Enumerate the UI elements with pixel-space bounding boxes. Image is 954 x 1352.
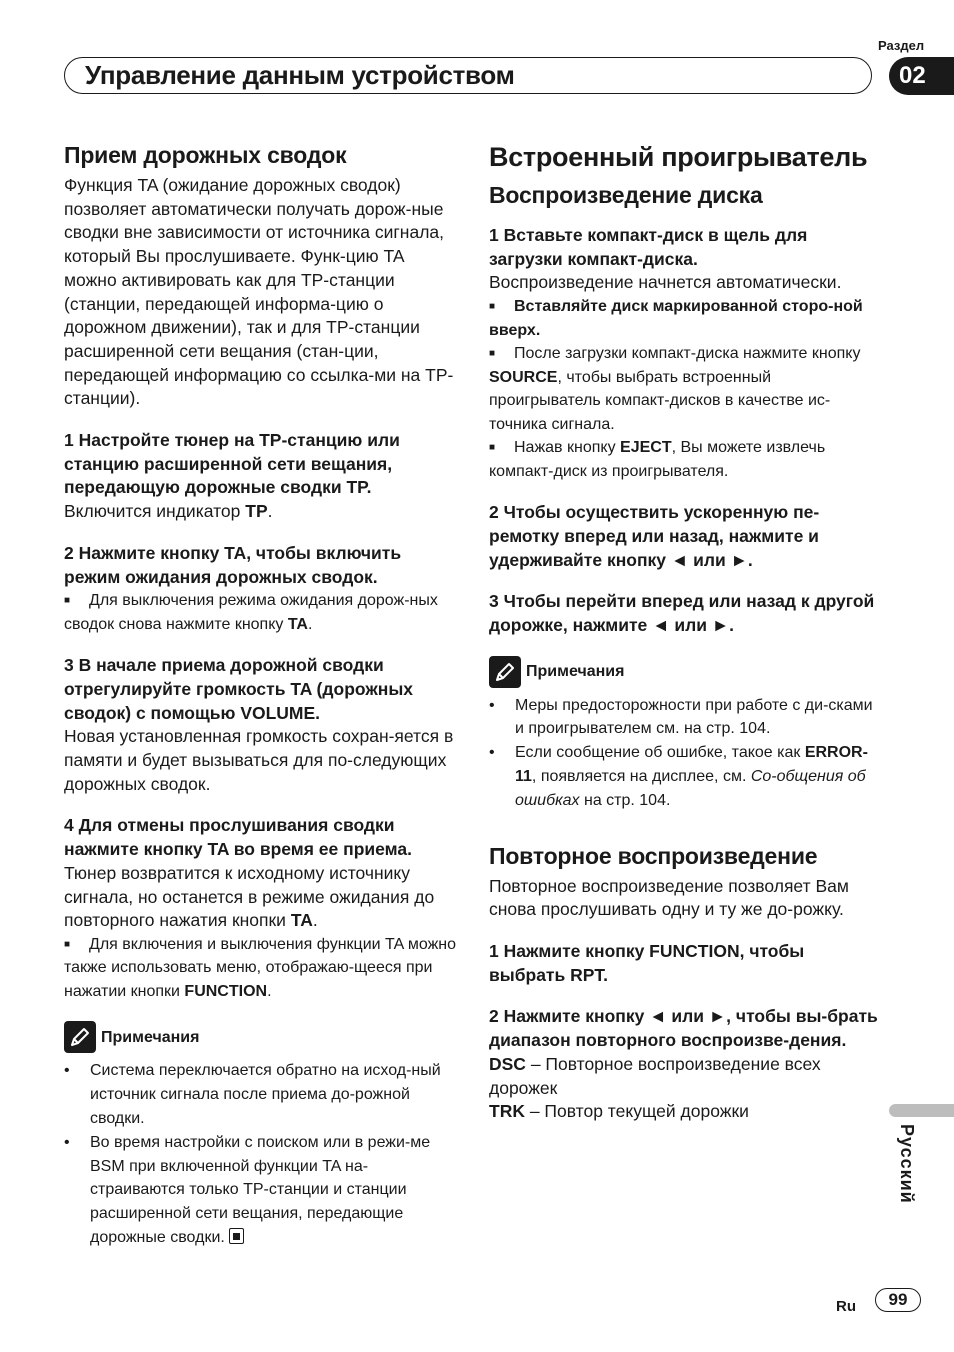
play-step-1-title: 1 Вставьте компакт-диск в щель для загрузки компакт-диска. [489, 225, 808, 269]
note-item: • Во время настройки с поиском или в режи-ме BSM при включенной функции TA на-страиваются только TP-станции и станции расширенной сети вещания, передающие дорожные сводки. [64, 1131, 458, 1250]
note-item: • Меры предосторожности при работе с ди-сками и проигрывателем см. на стр. 104. [489, 694, 881, 742]
step-3-title: 3 В начале приема дорожной сводки отрегулируйте громкость TA (дорожных сводок) с помощью VOLUME. [64, 655, 413, 723]
notes-title: Примечания [526, 662, 625, 680]
pencil-icon [489, 656, 521, 688]
step-1-title: 1 Настройте тюнер на TP-станцию или станцию расширенной сети вещания, передающую дорожные сводки TP. [64, 430, 400, 498]
play-step-1-bullet: ■ После загрузки компакт-диска нажмите кнопку SOURCE, чтобы выбрать встроенный проигрыватель компакт-дисков в качестве ис-точника сигнала. [489, 342, 881, 436]
step-3-text: Новая установленная громкость сохран-яется в памяти и будет вызываться для по-следующих дорожных сводок. [64, 726, 454, 794]
language-label: Русский [897, 1124, 917, 1204]
left-column [64, 140, 458, 1250]
play-step-2-title: 2 Чтобы осуществить ускоренную пе-ремотку вперед или назад, нажмите и удерживайте кнопку ◄ или ►. [489, 502, 820, 570]
page-title: Управление данным устройством [85, 60, 515, 90]
section-word: Раздел [878, 38, 925, 53]
page-number: 99 [875, 1288, 921, 1312]
note-item: • Если сообщение об ошибке, такое как ERROR-11, появляется на дисплее, см. Со-общения об ошибках на стр. 104. [489, 741, 881, 812]
disc-playback-heading: Воспроизведение диска [489, 182, 763, 208]
notes-title: Примечания [101, 1028, 200, 1046]
repeat-intro: Повторное воспроизведение позволяет Вам снова прослушивать одну и ту же до-рожку. [489, 875, 849, 920]
right-column [489, 140, 881, 1124]
player-heading: Встроенный проигрыватель [489, 142, 868, 172]
step-1-text: Включится индикатор TP. [64, 501, 273, 522]
trk-option: TRK – Повтор текущей дорожки [489, 1101, 749, 1122]
dsc-option: DSC – Повторное воспроизведение всех дорожек [489, 1053, 821, 1098]
repeat-step-1-title: 1 Нажмите кнопку FUNCTION, чтобы выбрать RPT. [489, 941, 805, 985]
step-4-bullet: ■ Для включения и выключения функции TA можно также использовать меню, отображаю-щееся при нажатии кнопки FUNCTION. [64, 933, 458, 1004]
traffic-heading: Прием дорожных сводок [64, 142, 347, 168]
repeat-step-2-title: 2 Нажмите кнопку ◄ или ►, чтобы вы-брать диапазон повторного воспроизве-дения. [489, 1006, 878, 1051]
pencil-icon [64, 1021, 96, 1053]
traffic-intro: Функция TA (ожидание дорожных сводок) позволяет автоматически получать дорож-ные сводки вне зависимости от источника сигнала, который Вы прослушиваете. Функ-цию TA можно активировать как для TP-станции (станции, передающей информа-цию о дорожном движении), так и для TP-станции расширенной сети вещания (стан-ции, передающей информацию со ссылка-ми на TP-станции). [64, 175, 454, 409]
step-2-title: 2 Нажмите кнопку TA, чтобы включить режим ожидания дорожных сводок. [64, 542, 402, 587]
chapter-badge: 02 [889, 57, 954, 95]
play-step-3-title: 3 Чтобы перейти вперед или назад к другой дорожке, нажмите ◄ или ►. [489, 591, 875, 635]
play-step-1-bullet: ■ Вставляйте диск маркированной сторо-ной вверх. [489, 295, 881, 342]
repeat-heading: Повторное воспроизведение [489, 842, 818, 869]
play-step-1-bullet: ■ Нажав кнопку EJECT, Вы можете извлечь компакт-диск из проигрывателя. [489, 436, 881, 483]
notes-list [489, 694, 881, 813]
step-4-title: 4 Для отмены прослушивания сводки нажмите кнопку TA во время ее приема. [64, 815, 412, 860]
notes-header [64, 1021, 458, 1053]
header-bar [64, 57, 872, 94]
notes-list [64, 1059, 458, 1249]
note-item: • Система переключается обратно на исход-ный источник сигнала после приема до-рожной сводки. [64, 1059, 458, 1130]
language-tab [889, 1104, 954, 1117]
step-4-text: Тюнер возвратится к исходному источнику сигнала, но останется в режиме ожидания до повторного нажатия кнопки TA. [64, 862, 435, 931]
notes-header [489, 656, 881, 688]
end-mark-icon [229, 1228, 244, 1244]
step-2-bullet: ■ Для выключения режима ожидания дорож-ных сводок снова нажмите кнопку TA. [64, 589, 458, 636]
play-step-1-text: Воспроизведение начнется автоматически. [489, 272, 842, 293]
footer-lang: Ru [836, 1298, 856, 1315]
